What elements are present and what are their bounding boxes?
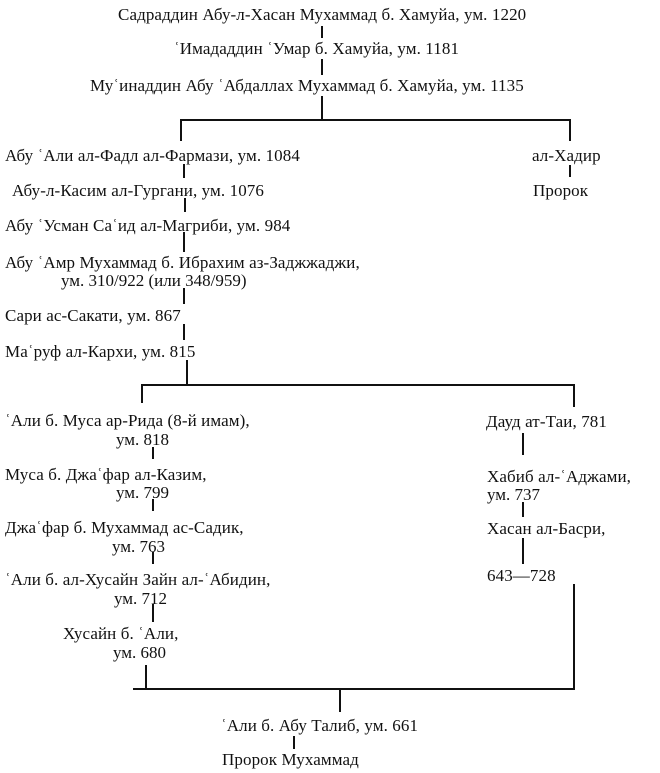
node-musa-kazim-date: ум. 799 bbox=[116, 483, 170, 502]
node-ali-rida: ʿАли б. Муса ар-Рида (8-й имам), bbox=[5, 411, 250, 430]
node-imadaddin: ʿИмададдин ʿУмар б. Хамуйа, ум. 1181 bbox=[174, 39, 460, 58]
connector-line bbox=[293, 736, 295, 749]
node-zayn-al-abidin-date: ум. 712 bbox=[114, 589, 168, 608]
branch-line bbox=[133, 688, 575, 690]
connector-line bbox=[180, 119, 182, 141]
connector-line bbox=[569, 119, 571, 141]
node-jafar-sadiq-date: ум. 763 bbox=[112, 537, 166, 556]
node-zajjaji-date: ум. 310/922 (или 348/959) bbox=[61, 271, 247, 290]
node-muinaddin: Муʿинаддин Абу ʿАбдаллах Мухаммад б. Хамуйа, ум. 1135 bbox=[90, 76, 524, 95]
connector-line bbox=[183, 324, 185, 340]
node-habib-ajami: Хабиб ал-ʿАджами, bbox=[487, 467, 631, 486]
connector-line bbox=[569, 165, 571, 177]
connector-line bbox=[573, 384, 575, 407]
node-jafar-sadiq: Джаʿфар б. Мухаммад ас-Садик, bbox=[5, 518, 244, 537]
node-daud-tai: Дауд ат-Таи, 781 bbox=[486, 412, 608, 431]
node-prophet-muhammad: Пророк Мухаммад bbox=[222, 750, 359, 769]
node-hasan-basri: Хасан ал-Басри, bbox=[487, 519, 606, 538]
branch-line bbox=[141, 384, 575, 386]
node-hasan-basri-dates: 643—728 bbox=[487, 566, 556, 585]
node-maruf-karkhi: Маʿруф ал-Кархи, ум. 815 bbox=[5, 342, 196, 361]
node-sadraddin: Садраддин Абу-л-Хасан Мухаммад б. Хамуйа, ум. 1220 bbox=[118, 5, 527, 24]
connector-line bbox=[321, 96, 323, 120]
connector-line bbox=[141, 384, 143, 403]
node-zayn-al-abidin: ʿАли б. ал-Хусайн Зайн ал-ʿАбидин, bbox=[5, 570, 271, 589]
node-prorok: Пророк bbox=[533, 181, 589, 200]
connector-line bbox=[321, 59, 323, 75]
connector-line bbox=[183, 164, 185, 178]
node-farmazi: Абу ʿАли ал-Фадл ал-Фармази, ум. 1084 bbox=[5, 146, 300, 165]
node-ali-ibn-abi-talib: ʿАли б. Абу Талиб, ум. 661 bbox=[221, 716, 419, 735]
node-gurgani: Абу-л-Касим ал-Гургани, ум. 1076 bbox=[12, 181, 264, 200]
branch-line bbox=[180, 119, 571, 121]
node-husayn: Хусайн б. ʿАли, bbox=[63, 624, 179, 643]
connector-line bbox=[145, 665, 147, 689]
connector-line bbox=[522, 433, 524, 455]
node-husayn-date: ум. 680 bbox=[113, 643, 167, 662]
connector-line bbox=[186, 360, 188, 384]
node-habib-ajami-date: ум. 737 bbox=[487, 485, 541, 504]
node-maghribi: Абу ʿУсман Саʿид ал-Магриби, ум. 984 bbox=[5, 216, 291, 235]
node-ali-rida-date: ум. 818 bbox=[116, 430, 170, 449]
connector-line bbox=[339, 688, 341, 712]
node-al-khadir: ал-Хадир bbox=[532, 146, 601, 165]
connector-line bbox=[573, 584, 575, 689]
connector-line bbox=[522, 538, 524, 564]
connector-line bbox=[321, 26, 323, 38]
node-zajjaji: Абу ʿАмр Мухаммад б. Ибрахим аз-Заджжаджи, bbox=[5, 253, 360, 272]
node-musa-kazim: Муса б. Джаʿфар ал-Казим, bbox=[5, 465, 207, 484]
node-sari-saqati: Сари ас-Сакати, ум. 867 bbox=[5, 306, 181, 325]
